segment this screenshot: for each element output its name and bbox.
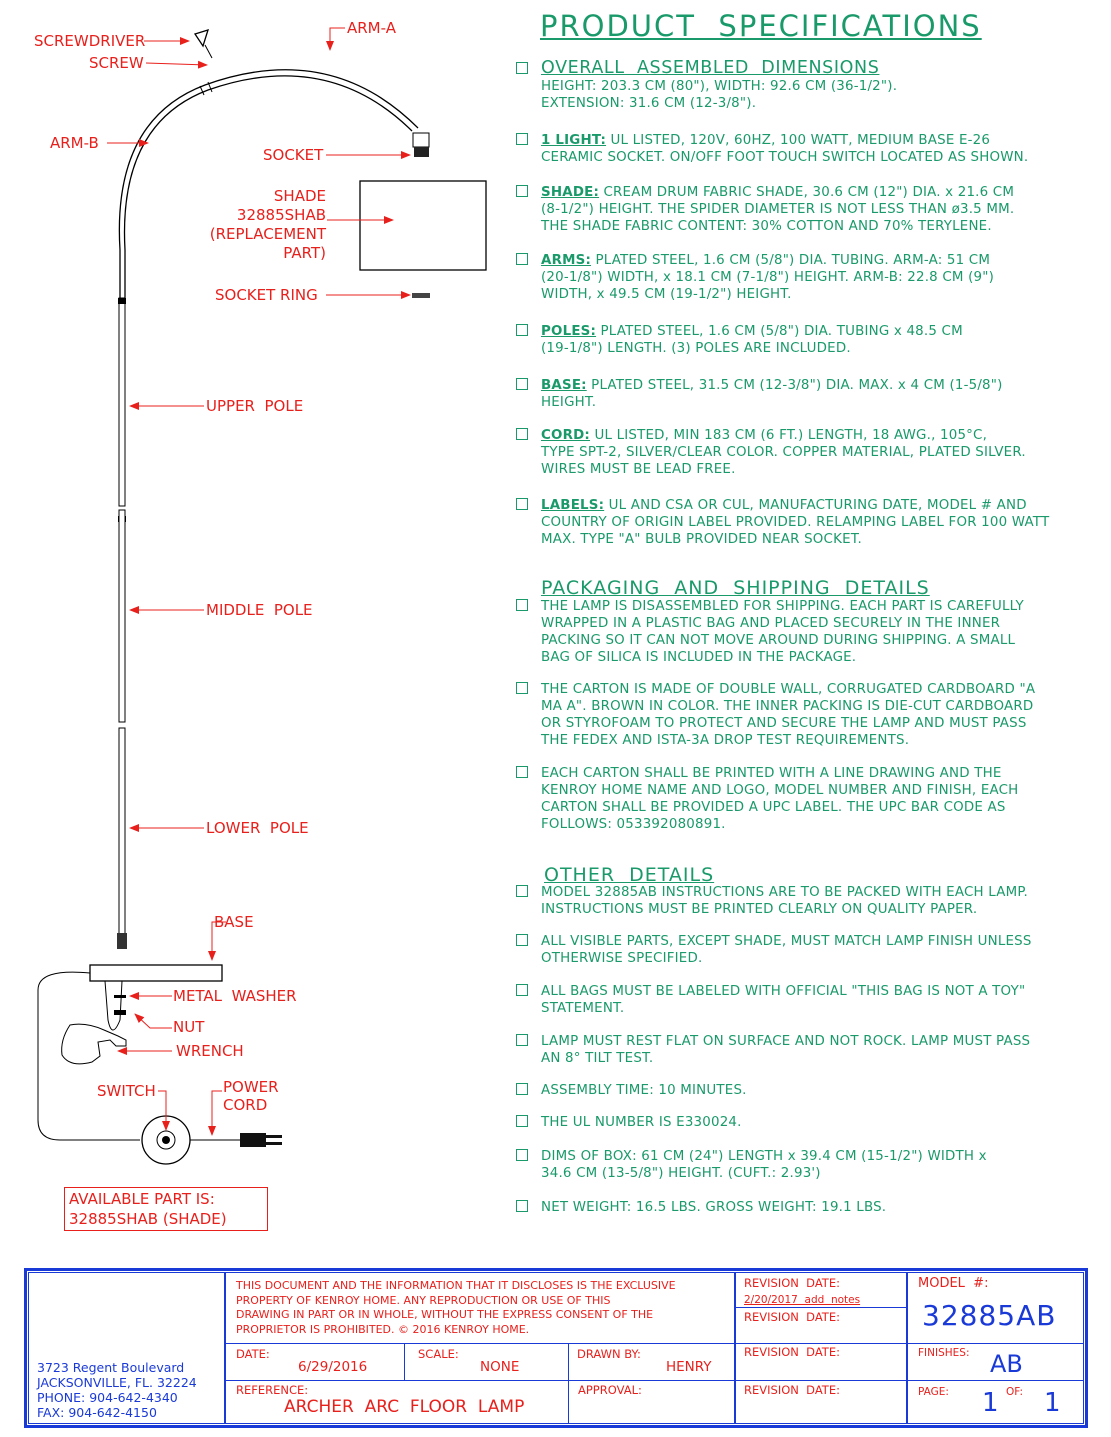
spec-item <box>516 252 1096 303</box>
reference-value: ARCHER ARC FLOOR LAMP <box>284 1397 525 1417</box>
label-lower-pole: LOWER POLE <box>206 819 309 837</box>
checkbox[interactable] <box>516 599 528 611</box>
label-screw: SCREW <box>89 54 144 72</box>
label-socket: SOCKET <box>263 146 324 164</box>
checkbox[interactable] <box>516 428 528 440</box>
reference-label: REFERENCE: <box>236 1383 309 1397</box>
socket-ring-shape <box>412 293 430 298</box>
lamp-drawing <box>0 0 510 1240</box>
label-metal-washer: METAL WASHER <box>173 987 297 1005</box>
label-arm-a: ARM-A <box>347 19 396 37</box>
plug-shape <box>240 1133 266 1147</box>
finishes-value: AB <box>990 1350 1023 1378</box>
scale-label: SCALE: <box>418 1347 459 1361</box>
checkbox[interactable] <box>516 1149 528 1161</box>
checkbox[interactable] <box>516 62 528 74</box>
other-item <box>516 1114 1096 1131</box>
checkbox[interactable] <box>516 1034 528 1046</box>
label-screwdriver: SCREWDRIVER <box>34 32 146 50</box>
upper-pole-shape <box>119 298 125 506</box>
date-value: 6/29/2016 <box>298 1359 368 1375</box>
other-heading: OTHER DETAILS <box>544 864 715 886</box>
packaging-item <box>516 598 1096 666</box>
specs-title: PRODUCT SPECIFICATIONS <box>540 9 982 43</box>
label-upper-pole: UPPER POLE <box>206 397 304 415</box>
spec-item <box>516 497 1096 548</box>
revision-label-1: REVISION DATE: <box>744 1276 840 1290</box>
available-part-box: AVAILABLE PART IS: 32885SHAB (SHADE) <box>64 1187 268 1231</box>
checkbox[interactable] <box>516 766 528 778</box>
spec-text: MODEL 32885AB INSTRUCTIONS ARE TO BE PACKED WITH EACH LAMP. INSTRUCTIONS MUST BE PRINTED CLEARLY ON QUALITY PAPER. <box>541 885 1028 917</box>
page-label: PAGE: <box>918 1386 949 1398</box>
label-shade: SHADE 32885SHAB (REPLACEMENT PART) <box>209 187 326 262</box>
label-power-cord: POWER CORD <box>223 1078 279 1114</box>
checkbox[interactable] <box>516 984 528 996</box>
shade-box <box>360 181 486 270</box>
spec-text: THE UL NUMBER IS E330024. <box>541 1115 742 1130</box>
spec-text: EACH CARTON SHALL BE PRINTED WITH A LINE DRAWING AND THE KENROY HOME NAME AND LOGO, MODEL NUMBER AND FINISH, EACH CARTON SHALL BE PROVIDED A UPC LABEL. THE UPC BAR CODE AS FOLLOWS: 053392080891. <box>541 766 1019 832</box>
overall-text: HEIGHT: 203.3 CM (80"), WIDTH: 92.6 CM (36-1/2"). EXTENSION: 31.6 CM (12-3/8"). <box>541 79 898 111</box>
packaging-item <box>516 681 1096 749</box>
drawn-by-label: DRAWN BY: <box>577 1347 641 1361</box>
label-arm-b: ARM-B <box>50 134 99 152</box>
of-value: 1 <box>1044 1388 1061 1418</box>
spec-text: PLATED STEEL, 31.5 CM (12-3/8") DIA. MAX. x 4 CM (1-5/8") HEIGHT. <box>541 378 1003 410</box>
checkbox[interactable] <box>516 324 528 336</box>
spec-text: LAMP MUST REST FLAT ON SURFACE AND NOT ROCK. LAMP MUST PASS AN 8° TILT TEST. <box>541 1034 1031 1066</box>
checkbox[interactable] <box>516 253 528 265</box>
label-switch: SWITCH <box>97 1082 156 1100</box>
checkbox[interactable] <box>516 1115 528 1127</box>
finishes-label: FINISHES: <box>918 1347 970 1359</box>
label-socket-ring: SOCKET RING <box>215 286 318 304</box>
spec-item <box>516 377 1096 411</box>
spec-text: ALL BAGS MUST BE LABELED WITH OFFICIAL "THIS BAG IS NOT A TOY" STATEMENT. <box>541 984 1026 1016</box>
spec-key: LABELS: <box>541 498 605 513</box>
revision-label-3: REVISION DATE: <box>744 1345 840 1359</box>
spec-text: CREAM DRUM FABRIC SHADE, 30.6 CM (12") DIA. x 21.6 CM (8-1/2") HEIGHT. THE SPIDER DIAMETER IS NOT LESS THAN ø3.5 MM. THE SHADE FABRIC CONTENT: 30% COTTON AND 70% TERYLENE. <box>541 185 1015 234</box>
base-shape <box>90 965 222 981</box>
revision-label-4: REVISION DATE: <box>744 1383 840 1397</box>
checkbox[interactable] <box>516 682 528 694</box>
checkbox[interactable] <box>516 885 528 897</box>
other-item <box>516 1082 1096 1099</box>
label-base: BASE <box>214 913 254 931</box>
checkbox[interactable] <box>516 133 528 145</box>
spec-overall <box>516 58 1096 112</box>
spec-text: PLATED STEEL, 1.6 CM (5/8") DIA. TUBING. ARM-A: 51 CM (20-1/8") WIDTH, x 18.1 CM (7-1/8") HEIGHT. ARM-B: 22.8 CM (9") WIDTH, x 49.5 CM (19-1/2") HEIGHT. <box>541 253 995 302</box>
spec-key: 1 LIGHT: <box>541 133 607 148</box>
company-address: 3723 Regent Boulevard JACKSONVILLE, FL. 32224 PHONE: 904-642-4340 FAX: 904-642-4150 <box>37 1360 197 1420</box>
spec-item <box>516 323 1096 357</box>
spec-item <box>516 132 1096 166</box>
model-number: 32885AB <box>922 1299 1057 1332</box>
middle-pole-shape <box>119 510 125 722</box>
spec-item <box>516 427 1096 478</box>
revision-label-2: REVISION DATE: <box>744 1310 840 1324</box>
spec-text: THE CARTON IS MADE OF DOUBLE WALL, CORRUGATED CARDBOARD "A MA A". BROWN IN COLOR. THE INNER PACKING IS DIE-CUT CARDBOARD OR STYROFOAM TO PROTECT AND SECURE THE LAMP AND MUST PASS THE FEDEX AND ISTA-3A DROP TEST REQUIREMENTS. <box>541 682 1036 748</box>
scale-value: NONE <box>480 1359 520 1375</box>
spec-key: ARMS: <box>541 253 591 268</box>
spec-text: DIMS OF BOX: 61 CM (24") LENGTH x 39.4 CM (15-1/2") WIDTH x 34.6 CM (13-5/8") HEIGHT. (CUFT.: 2.93') <box>541 1149 987 1181</box>
date-label: DATE: <box>236 1347 270 1361</box>
checkbox[interactable] <box>516 185 528 197</box>
of-label: OF: <box>1006 1386 1024 1398</box>
spec-text: UL AND CSA OR CUL, MANUFACTURING DATE, MODEL # AND COUNTRY OF ORIGIN LABEL PROVIDED. RELAMPING LABEL FOR 100 WATT MAX. TYPE "A" BULB PROVIDED NEAR SOCKET. <box>541 498 1050 547</box>
lower-pole-shape <box>119 728 125 938</box>
disclaimer: THIS DOCUMENT AND THE INFORMATION THAT IT DISCLOSES IS THE EXCLUSIVE PROPERTY OF KENROY HOME. ANY REPRODUCTION OR USE OF THIS DRAWING IN PART OR IN WHOLE, WITHOUT THE EXPRESS CONSENT OF THE PROPRIETOR IS PROHIBITED. © 2016 KENROY HOME. <box>236 1279 676 1336</box>
overall-heading: OVERALL ASSEMBLED DIMENSIONS <box>541 58 880 78</box>
label-nut: NUT <box>173 1018 205 1036</box>
spec-text: ASSEMBLY TIME: 10 MINUTES. <box>541 1083 747 1098</box>
spec-item <box>516 184 1096 235</box>
packaging-heading: PACKAGING AND SHIPPING DETAILS <box>541 577 930 599</box>
packaging-item <box>516 765 1096 833</box>
spec-text: UL LISTED, MIN 183 CM (6 FT.) LENGTH, 18 AWG., 105°C, TYPE SPT-2, SILVER/CLEAR COLOR. COPPER MATERIAL, PLATED SILVER. WIRES MUST BE LEAD FREE. <box>541 428 1026 477</box>
spec-text: ALL VISIBLE PARTS, EXCEPT SHADE, MUST MATCH LAMP FINISH UNLESS OTHERWISE SPECIFIED. <box>541 934 1032 966</box>
page-value: 1 <box>982 1388 999 1418</box>
checkbox[interactable] <box>516 378 528 390</box>
socket-shape <box>413 133 429 147</box>
spec-text: NET WEIGHT: 16.5 LBS. GROSS WEIGHT: 19.1 LBS. <box>541 1200 887 1215</box>
other-item <box>516 1148 1096 1182</box>
spec-key: SHADE: <box>541 185 600 200</box>
spec-text: THE LAMP IS DISASSEMBLED FOR SHIPPING. EACH PART IS CAREFULLY WRAPPED IN A PLASTIC BAG AND PLACED SECURELY IN THE INNER PACKING SO IT CAN NOT MOVE AROUND DURING SHIPPING. A SMALL BAG OF SILICA IS INCLUDED IN THE PACKAGE. <box>541 599 1024 665</box>
spec-text: PLATED STEEL, 1.6 CM (5/8") DIA. TUBING x 48.5 CM (19-1/8") LENGTH. (3) POLES ARE INCLUDED. <box>541 324 963 356</box>
spec-text: UL LISTED, 120V, 60HZ, 100 WATT, MEDIUM BASE E-26 CERAMIC SOCKET. ON/OFF FOOT TOUCH SWITCH LOCATED AS SHOWN. <box>541 133 1029 165</box>
checkbox[interactable] <box>516 498 528 510</box>
other-item <box>516 1199 1096 1216</box>
label-wrench: WRENCH <box>176 1042 244 1060</box>
checkbox[interactable] <box>516 1200 528 1212</box>
spec-key: BASE: <box>541 378 587 393</box>
other-item <box>516 1033 1096 1067</box>
other-item <box>516 983 1096 1017</box>
drawn-by-value: HENRY <box>666 1359 712 1375</box>
spec-key: CORD: <box>541 428 590 443</box>
label-middle-pole: MIDDLE POLE <box>206 601 313 619</box>
checkbox[interactable] <box>516 934 528 946</box>
approval-label: APPROVAL: <box>578 1383 642 1397</box>
checkbox[interactable] <box>516 1083 528 1095</box>
revision-note: 2/20/2017 add notes <box>744 1294 861 1306</box>
other-item <box>516 884 1096 918</box>
spec-key: POLES: <box>541 324 597 339</box>
model-label: MODEL #: <box>918 1276 989 1291</box>
other-item <box>516 933 1096 967</box>
